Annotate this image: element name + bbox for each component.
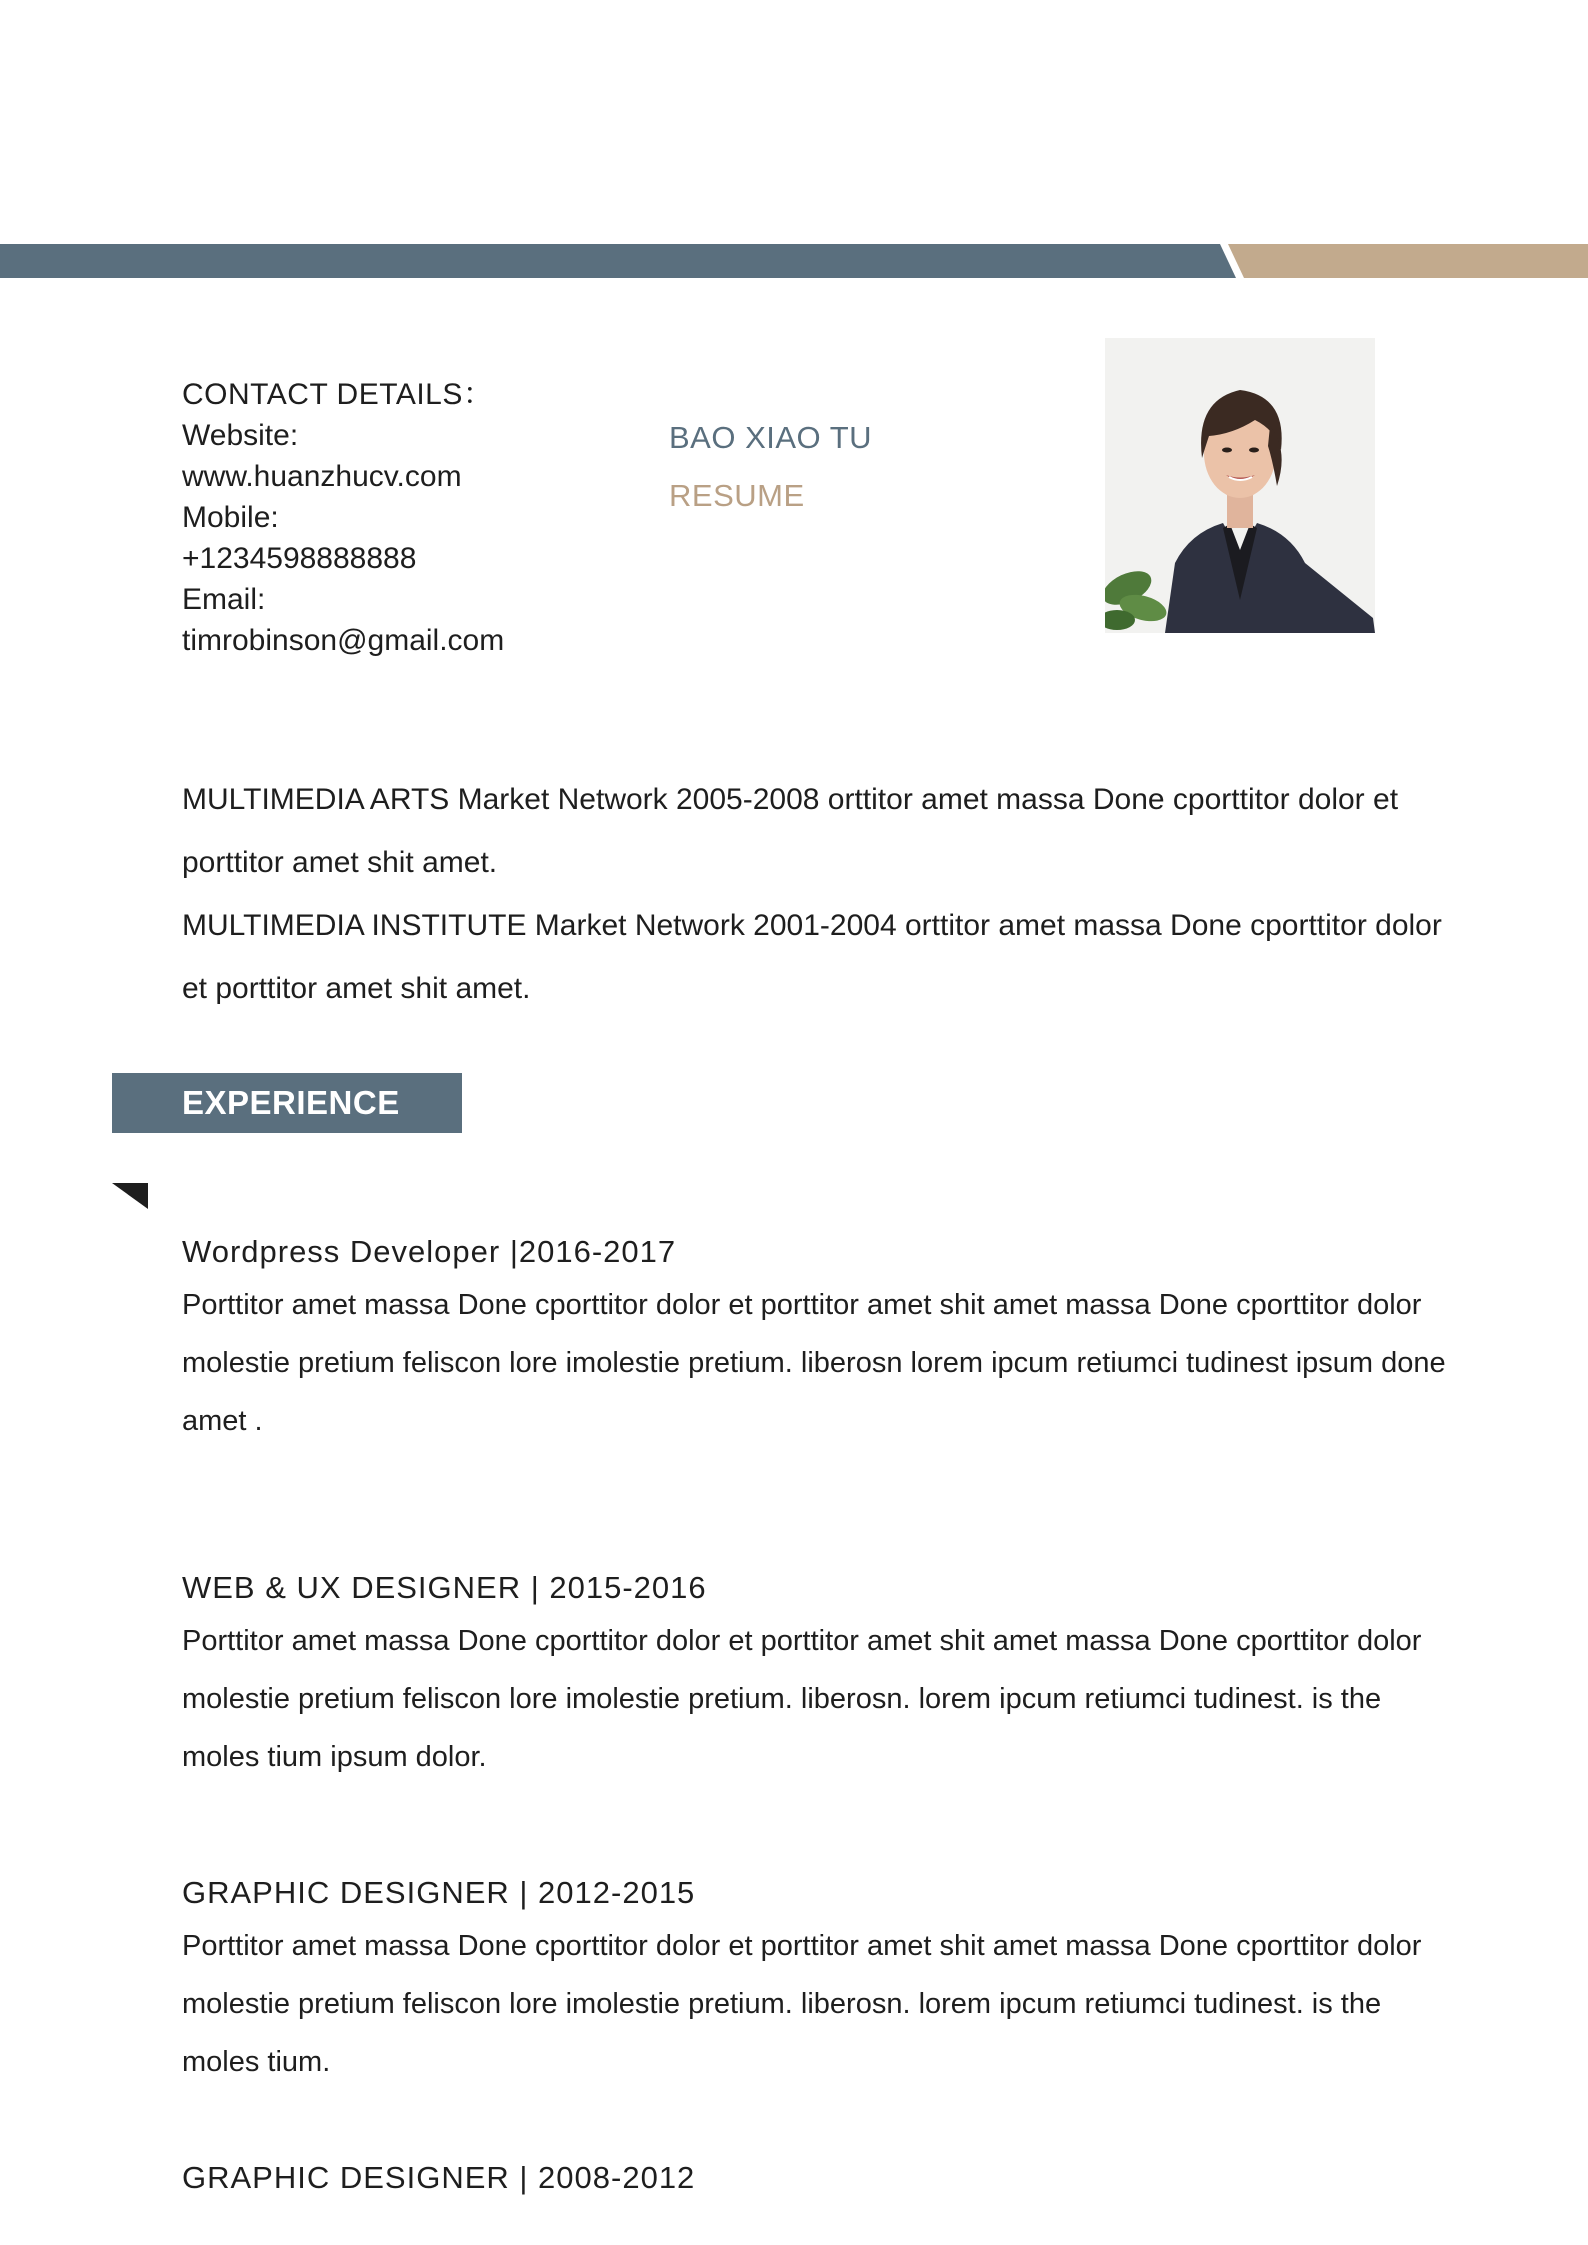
person-name: BAO XIAO TU — [669, 420, 873, 455]
job-entry — [182, 2158, 1452, 2198]
profile-photo-illustration — [1105, 338, 1375, 633]
email-label: Email: — [182, 583, 266, 616]
education-entry: MULTIMEDIA ARTS Market Network 2005-2008 orttitor amet massa Done cporttitor dolor et porttitor amet shit amet. — [182, 783, 1399, 879]
job-description: Porttitor amet massa Done cporttitor dolor et porttitor amet shit amet massa Done cporttitor dolor molestie pretium feliscon lore imolestie pretium. liberosn. lorem ipcum retiumci tudinest. is the moles tium ipsum dolor. — [182, 1625, 1422, 1773]
experience-heading: EXPERIENCE — [112, 1073, 462, 1133]
resume-subtitle: RESUME — [669, 478, 805, 513]
education-section — [182, 768, 1442, 1020]
job-entry — [182, 1232, 1452, 1450]
job-title: GRAPHIC DESIGNER | 2008-2012 — [182, 2160, 696, 2195]
job-title: Wordpress Developer |2016-2017 — [182, 1234, 677, 1269]
header-band-graphic — [0, 244, 1588, 280]
job-entry — [182, 1568, 1452, 1786]
job-description: Porttitor amet massa Done cporttitor dolor et porttitor amet shit amet massa Done cporttitor dolor molestie pretium feliscon lore imolestie pretium. liberosn. lorem ipcum retiumci tudinest. is the moles tium. — [182, 1930, 1422, 2078]
job-title: WEB & UX DESIGNER | 2015-2016 — [182, 1570, 707, 1605]
name-block — [669, 418, 872, 516]
corner-triangle-mark — [112, 1183, 148, 1209]
website-value[interactable]: www.huanzhucv.com — [182, 460, 462, 493]
header-band — [0, 244, 1588, 280]
job-entry — [182, 1873, 1452, 2091]
job-description: Porttitor amet massa Done cporttitor dolor et porttitor amet shit amet massa Done cporttitor dolor molestie pretium feliscon lore imolestie pretium. liberosn lorem ipcum retiumci tudinest ipsum done amet . — [182, 1289, 1446, 1437]
education-entry: MULTIMEDIA INSTITUTE Market Network 2001-2004 orttitor amet massa Done cporttitor dolor et porttitor amet shit amet. — [182, 909, 1442, 1005]
job-title: GRAPHIC DESIGNER | 2012-2015 — [182, 1875, 696, 1910]
mobile-value: +1234598888888 — [182, 542, 417, 575]
website-label: Website: — [182, 419, 299, 452]
profile-photo — [1105, 338, 1375, 633]
mobile-label: Mobile: — [182, 501, 279, 534]
email-value[interactable]: timrobinson@gmail.com — [182, 624, 505, 657]
contact-details — [182, 374, 662, 661]
contact-heading: CONTACT DETAILS： — [182, 378, 494, 411]
